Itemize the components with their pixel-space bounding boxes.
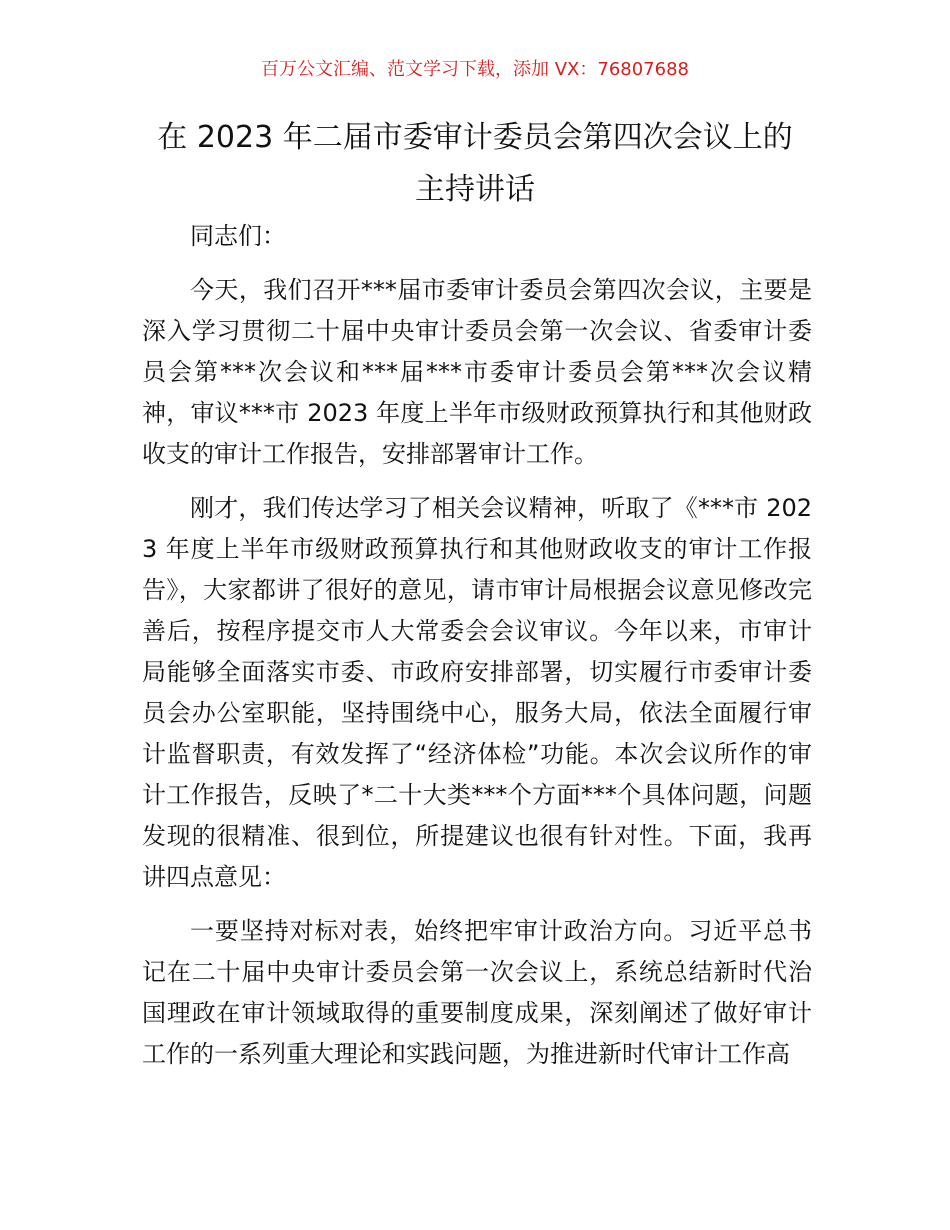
document-title: [130, 112, 820, 216]
paragraph-1: 今天，我们召开***届市委审计委员会第四次会议，主要是深入学习贯彻二十届中央审计委员会第一次会议、省委审计委员会第***次会议和***届***市委审计委员会第***次会议精神，审议***市 2023 年度上半年市级财政预算执行和其他财政收支的审计工作报告，安排部署审计工作。: [142, 276, 812, 468]
title-line-1: 在 2023 年二届市委审计委员会第四次会议上的: [157, 120, 793, 155]
header-watermark-note: 百万公文汇编、范文学习下载，添加 VX：76807688: [261, 59, 689, 80]
title-line-2: 主持讲话: [415, 172, 535, 207]
paragraph-3: 一要坚持对标对表，始终把牢审计政治方向。习近平总书记在二十届中央审计委员会第一次会议上，系统总结新时代治国理政在审计领域取得的重要制度成果，深刻阐述了做好审计工作的一系列重大理论和实践问题，为推进新时代审计工作高: [142, 917, 812, 1068]
salutation: 同志们：: [190, 222, 286, 250]
document-body: [142, 216, 812, 1088]
paragraph-2: 刚才，我们传达学习了相关会议精神，听取了《***市 2023 年度上半年市级财政预算执行和其他财政收支的审计工作报告》，大家都讲了很好的意见，请市审计局根据会议意见修改完善后，按程序提交市人大常委会会议审议。今年以来，市审计局能够全面落实市委、市政府安排部署，切实履行市委审计委员会办公室职能，坚持围绕中心，服务大局，依法全面履行审计监督职责，有效发挥了“经济体检”功能。本次会议所作的审计工作报告，反映了*二十大类***个方面***个具体问题，问题发现的很精准、很到位，所提建议也很有针对性。下面，我再讲四点意见：: [142, 494, 812, 891]
